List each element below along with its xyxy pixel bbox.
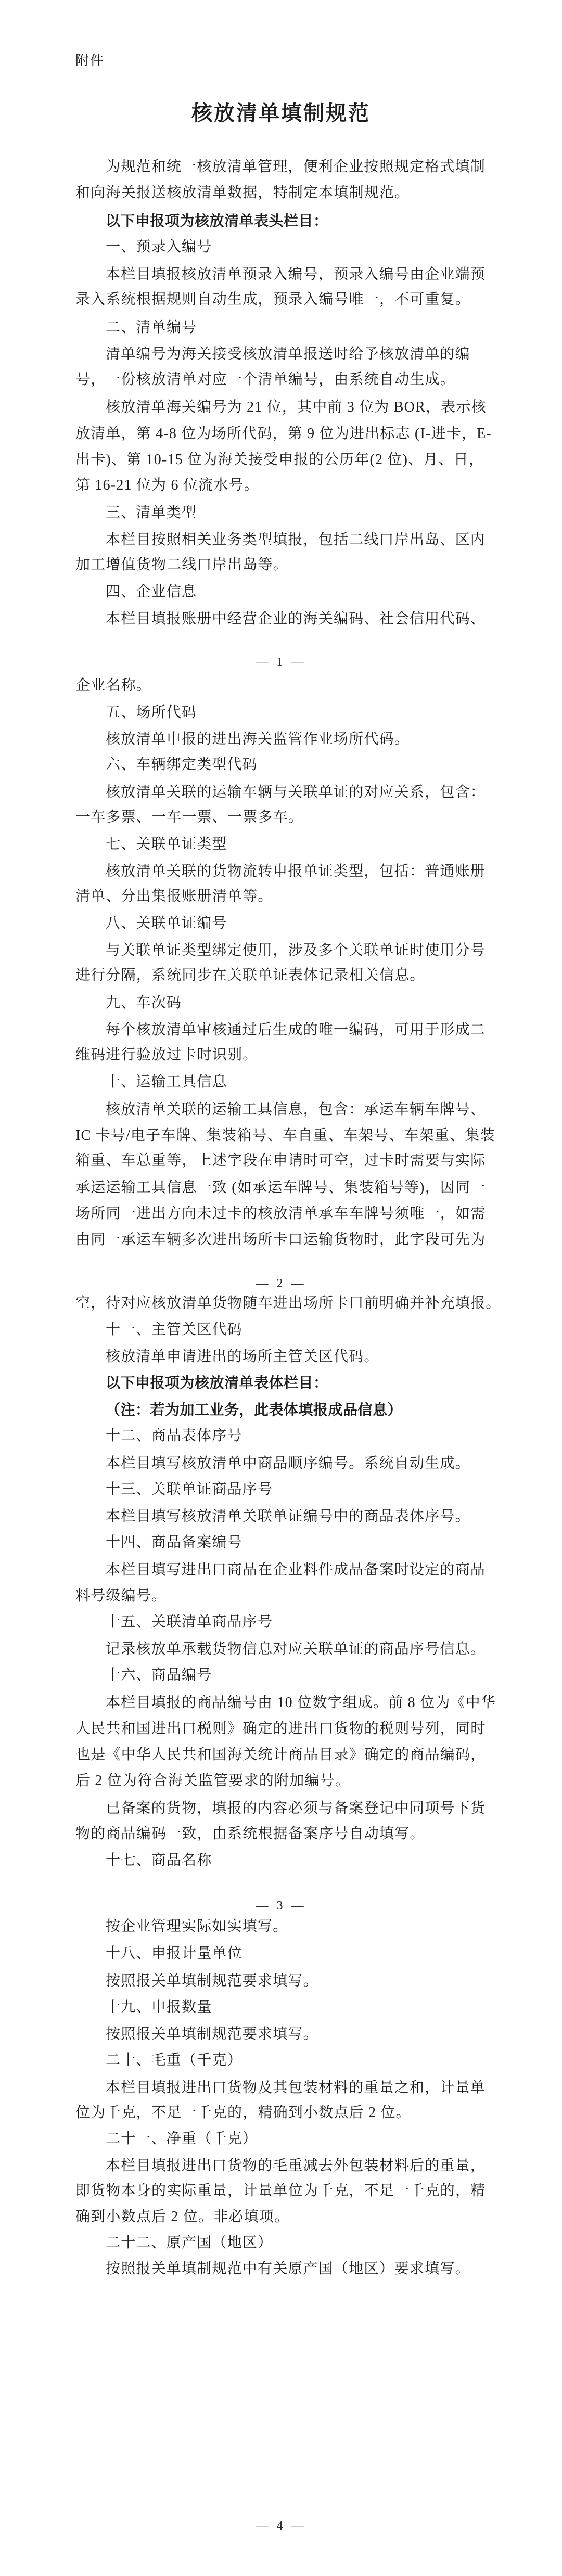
paragraph-line: 企业名称。 [75,677,152,694]
paragraph-line: 核放清单关联的运输工具信息，包含：承运车辆车牌号、 [106,1101,486,1118]
paragraph-line: 清单、分出集报账册清单等。 [75,888,273,904]
paragraph-line: 每个核放清单审核通过后生成的唯一编码，可用于形成二 [106,1022,486,1038]
paragraph-line: 为规范和统一核放清单管理，便利企业按照规定格式填制 [106,159,486,175]
paragraph-line: 本栏目填写进出口商品在企业料件成品备案时设定的商品 [106,1562,486,1578]
section-heading: 七、关联单证类型 [106,836,227,852]
paragraph-line: 本栏目填写核放清单关联单证编号中的商品表体序号。 [106,1508,470,1524]
paragraph-line: 承运运输工具信息一致 (如承运车牌号、集装箱号等)，因同一 [75,1180,486,1196]
paragraph-line: 场所同一进出方向未过卡的核放清单承车车牌号须唯一，如需 [75,1206,486,1222]
paragraph-line: 物的商品编码一致，由系统根据备案序号自动填写。 [75,1826,425,1842]
paragraph-line: 按企业管理实际如实填写。 [106,1918,288,1934]
paragraph-line: 按照报关单填制规范中有关原产国（地区）要求填写。 [106,2261,470,2277]
section-heading: 十八、申报计量单位 [106,1945,242,1962]
paragraph-line: 核放清单关联的运输车辆与关联单证的对应关系，包含： [106,784,486,800]
paragraph-line: 位为千克，不足一千克的，精确到小数点后 2 位。 [75,2105,411,2121]
section-heading: 三、清单类型 [106,505,197,521]
section-heading: 二十一、净重（千克） [106,2131,258,2147]
page-number: — 2 — [256,1277,306,1290]
paragraph-line: 一车多票、一车一票、一票多车。 [75,809,304,825]
section-heading: 六、车辆绑定类型代码 [106,757,258,773]
section-heading: 十四、商品备案编号 [106,1534,242,1550]
section-heading: 八、关联单证编号 [106,915,227,931]
section-heading: 二十二、原产国（地区） [106,2235,273,2251]
paragraph-line: 人民共和国进出口税则》确定的进出口货物的税则号列，同时 [75,1721,486,1737]
paragraph-line: 本栏目填报进出口货物及其包装材料的重量之和，计量单 [106,2080,486,2096]
paragraph-line: 即货物本身的实际重量，计量单位为千克，不足一千克的，精 [75,2183,486,2199]
section-heading: 一、预录入编号 [106,239,212,255]
paragraph-line: 第 16-21 位为 6 位流水号。 [75,477,259,493]
paragraph-line: 核放清单申报的进出海关监管作业场所代码。 [106,731,410,747]
page-number: — 4 — [256,2519,306,2533]
paragraph-line: 本栏目填报核放清单预录入编号，预录入编号由企业端预 [106,266,486,283]
paragraph-line: 号，一份核放清单对应一个清单编号，由系统自动生成。 [75,371,456,388]
paragraph-line: 按照报关单填制规范要求填写。 [106,2026,318,2042]
section-heading: 十三、关联单证商品序号 [106,1481,273,1497]
paragraph-line: 清单编号为海关接受核放清单报送时给予核放清单的编 [106,346,470,362]
paragraph-line: 加工增值货物二线口岸出岛等。 [75,557,288,573]
section-heading: 十七、商品名称 [106,1852,212,1868]
paragraph-line: 料号级编号。 [75,1588,167,1604]
paragraph-line: 放清单，第 4-8 位为场所代码，第 9 位为进出标志 (I-进卡，E- [75,426,492,442]
section-heading: 十六、商品编号 [106,1667,212,1683]
section-heading: 四、企业信息 [106,584,197,600]
section-heading: 十二、商品表体序号 [106,1428,242,1444]
paragraph-line: 箱重、车总重等，上述字段在申请时可空，过卡时需要与实际 [75,1152,486,1169]
paragraph-line: 维码进行验放过卡时识别。 [75,1047,258,1063]
paragraph-line: 出卡)、第 10-15 位为海关接受申报的公历年(2 位)、月、日， [75,452,484,468]
paragraph-line: 核放清单关联的货物流转申报单证类型，包括：普通账册 [106,863,486,879]
subsection-label: 以下申报项为核放清单表头栏目： [106,213,328,229]
paragraph-line: IC 卡号/电子车牌、集装箱号、车自重、车架号、车架重、集装 [75,1127,495,1144]
paragraph-line: 记录核放单承载货物信息对应关联单证的商品序号信息。 [106,1641,486,1657]
note-line: （注：若为加工业务，此表体填报成品信息） [106,1402,403,1418]
section-heading: 五、场所代码 [106,704,197,721]
paragraph-line: 也是《中华人民共和国海关统计商品目录》确定的商品编码， [75,1747,486,1763]
paragraph-line: 本栏目按照相关业务类型填报，包括二线口岸出岛、区内 [106,532,486,548]
paragraph-line: 按照报关单填制规范要求填写。 [106,1973,318,1989]
paragraph-line: 核放清单海关编号为 21 位，其中前 3 位为 BOR，表示核 [106,399,487,415]
page-number: — 1 — [256,656,306,669]
section-heading: 十五、关联清单商品序号 [106,1614,273,1630]
paragraph-line: 已备案的货物，填报的内容必须与备案登记中同项号下货 [106,1800,486,1816]
paragraph-line: 本栏目填写核放清单中商品顺序编号。系统自动生成。 [106,1455,470,1471]
paragraph-line: 空，待对应核放清单货物随车进出场所卡口前明确并补充填报。 [75,1295,501,1311]
paragraph-line: 进行分隔，系统同步在关联单证表体记录相关信息。 [75,967,425,983]
paragraph-line: 确到小数点后 2 位。非必填项。 [75,2209,290,2225]
paragraph-line: 由同一承运车辆多次进出场所卡口运输货物时，此字段可先为 [75,1232,486,1248]
section-heading: 二、清单编号 [106,319,197,336]
paragraph-line: 本栏目填报进出口货物的毛重减去外包装材料后的重量， [106,2158,486,2174]
page-number: — 3 — [256,1899,306,1913]
paragraph-line: 本栏目填报的商品编号由 10 位数字组成。前 8 位为《中华 [106,1695,496,1711]
paragraph-line: 本栏目填报账册中经营企业的海关编码、社会信用代码、 [106,611,486,627]
section-heading: 十、运输工具信息 [106,1074,227,1090]
section-heading: 二十、毛重（千克） [106,2052,242,2068]
section-heading: 九、车次码 [106,995,182,1011]
section-heading: 十一、主管关区代码 [106,1322,242,1338]
attachment-label: 附件 [75,53,105,68]
paragraph-line: 后 2 位为符合海关监管要求的附加编号。 [75,1773,351,1789]
paragraph-line: 与关联单证类型绑定使用，涉及多个关联单证时使用分号 [106,942,486,958]
paragraph-line: 录入系统根据规则自动生成，预录入编号唯一，不可重复。 [75,291,471,307]
section-heading: 十九、申报数量 [106,1999,212,2015]
paragraph-line: 和向海关报送核放清单数据，特制定本填制规范。 [75,185,410,201]
page-title: 核放清单填制规范 [191,101,371,125]
subsection-label: 以下申报项为核放清单表体栏目： [106,1375,328,1391]
paragraph-line: 核放清单申请进出的场所主管关区代码。 [106,1349,379,1365]
